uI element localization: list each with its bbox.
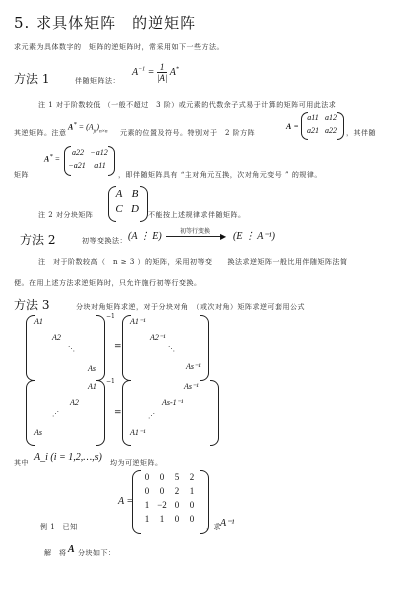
adj-matrix-cell: a22 — [72, 148, 84, 157]
example-matrix-grid — [140, 472, 200, 530]
solution-prefix: 解 将 — [44, 549, 67, 557]
example-ask: ，求 — [206, 523, 221, 531]
diag-cell: A2 — [52, 333, 61, 342]
block-matrix-right-paren — [140, 186, 148, 222]
adjugate-definition: $A^* = (A_{ji})_{n\times n}$ — [68, 121, 108, 135]
example-matrix-cell: 5 — [174, 472, 180, 482]
example-matrix-cell: 0 — [144, 486, 150, 496]
anti-inv-cell: As⁻¹ — [184, 382, 199, 391]
block-cell: D — [131, 203, 139, 215]
diag-cell: A1 — [34, 317, 43, 326]
note2-suffix: 不能按上述规律求伴随矩阵。 — [148, 211, 246, 219]
example-matrix-cell: 0 — [159, 472, 165, 482]
example-matrix-cell: 0 — [159, 486, 165, 496]
anti-cell: A1 — [88, 382, 97, 391]
matrix-a-cell: a21 — [307, 126, 319, 135]
anti-right-paren-r — [210, 380, 219, 446]
matrix-a-cell: a11 — [307, 113, 319, 122]
example-matrix-cell: 0 — [189, 500, 195, 510]
diag-inv-cell: As⁻¹ — [186, 362, 201, 371]
diag-right-paren-r — [200, 315, 209, 381]
note1-line2a: 其逆矩阵。注意 — [14, 129, 67, 137]
adj-matrix-cell: a11 — [94, 161, 106, 170]
block-cell: C — [115, 203, 123, 215]
diag-inv-cell: A1⁻¹ — [130, 317, 146, 326]
where-formula: A_i (i = 1,2,…,s) — [34, 452, 102, 463]
method1-heading: 方法 1 — [14, 72, 50, 86]
anti-left-paren-r — [96, 380, 105, 446]
anti-dots: ⋰ — [52, 410, 59, 418]
block-cell: A — [115, 188, 123, 200]
note1-line3a: 矩阵 — [14, 171, 29, 179]
example-matrix-cell: 1 — [144, 500, 150, 510]
note2-text: 注 2 对分块矩阵 — [38, 211, 94, 219]
note1-line1: 注 1 对于阶数较低 （一般不超过 3 阶）或元素的代数余子式易于计算的矩阵可用此法求 — [38, 101, 337, 109]
where-suffix: 均为可逆矩阵。 — [110, 459, 163, 467]
inverse-exponent: −1 — [106, 313, 115, 320]
solution-matrix-symbol: A — [68, 544, 75, 555]
intro-text: 求元素为具体数字的 矩阵的逆矩阵时，常采用如下一些方法。 — [14, 43, 224, 51]
method2-note-line2: 便。在用上述方法求逆矩阵时，只允许施行初等行变换。 — [14, 279, 202, 287]
adj-matrix-cell: −a21 — [68, 161, 86, 170]
anti-cell: As — [34, 428, 42, 437]
diag-dots: ⋱ — [68, 345, 75, 353]
example-matrix-cell: 1 — [144, 514, 150, 524]
adj-matrix-right-paren — [108, 146, 115, 176]
example-matrix-cell: 1 — [189, 486, 195, 496]
anti-inv-cell: As-1⁻¹ — [162, 398, 184, 407]
adj-matrix-cell: −a12 — [90, 148, 108, 157]
solution-suffix: 分块如下： — [78, 549, 116, 557]
example-matrix-cell: 1 — [159, 514, 165, 524]
note1-line3b: ，即伴随矩阵具有 “主对角元互换，次对角元变号 ” 的规律。 — [118, 171, 322, 179]
method1-label: 伴随矩阵法： — [75, 77, 120, 85]
anti-cell: A2 — [70, 398, 79, 407]
note1-line2c: ，其伴随 — [346, 129, 376, 137]
diag-dots: ⋱ — [168, 345, 175, 353]
matrix-a-cell: a22 — [325, 126, 337, 135]
augmented-left: (A ⋮ E) — [128, 231, 162, 242]
matrix-a-name: A = — [286, 122, 299, 131]
method2-label: 初等变换法： — [82, 237, 127, 245]
example-matrix-cell: −2 — [157, 500, 167, 510]
equals-sign: = — [114, 342, 122, 352]
block-cell: B — [131, 188, 139, 200]
diag-cell: As — [88, 364, 96, 373]
matrix-a-cell: a12 — [325, 113, 337, 122]
page-title: 5. 求具体矩阵 的逆矩阵 — [14, 14, 197, 32]
row-ops-arrow-label: 初等行变换 — [166, 226, 224, 237]
example-matrix-cell: 0 — [189, 514, 195, 524]
method2-note-line1: 注 对于阶数较高（ n ≥ 3 ）的矩阵，采用初等变 换法求逆矩阵一般比用伴随矩阵法简 — [38, 258, 348, 266]
example-ask-target: A⁻¹ — [220, 518, 235, 529]
example-matrix-name: A = — [118, 496, 134, 507]
equals-sign: = — [114, 408, 122, 418]
where-prefix: 其中 — [14, 459, 29, 467]
example-matrix-cell: 2 — [189, 472, 195, 482]
inverse-formula: $A^{-1}$ = $\frac{1}{|A|}$ A* — [132, 62, 179, 83]
example-matrix-cell: 0 — [174, 500, 180, 510]
method2-heading: 方法 2 — [20, 233, 56, 247]
augmented-right: (E ⋮ A⁻¹) — [233, 231, 275, 242]
example-label: 例 1 已知 — [40, 523, 78, 531]
diag-left-paren-r — [96, 315, 105, 381]
method3-heading: 方法 3 — [14, 298, 50, 312]
note1-line2b: 元素的位置及符号。特别对于 2 阶方阵 — [120, 129, 256, 137]
method3-text: 分块对角矩阵求逆，对于分块对角 （或次对角）矩阵求逆可套用公式 — [76, 303, 305, 311]
matrix-a-right-paren — [337, 112, 344, 140]
anti-inv-cell: A1⁻¹ — [130, 428, 146, 437]
inverse-exponent: −1 — [106, 378, 115, 385]
example-matrix-cell: 2 — [174, 486, 180, 496]
adj-matrix-name: A* = — [44, 153, 61, 164]
example-matrix-cell: 0 — [144, 472, 150, 482]
arrow-icon: ▶ — [220, 232, 227, 241]
diag-inv-cell: A2⁻¹ — [150, 333, 166, 342]
example-matrix-cell: 0 — [174, 514, 180, 524]
anti-dots: ⋰ — [148, 412, 155, 420]
